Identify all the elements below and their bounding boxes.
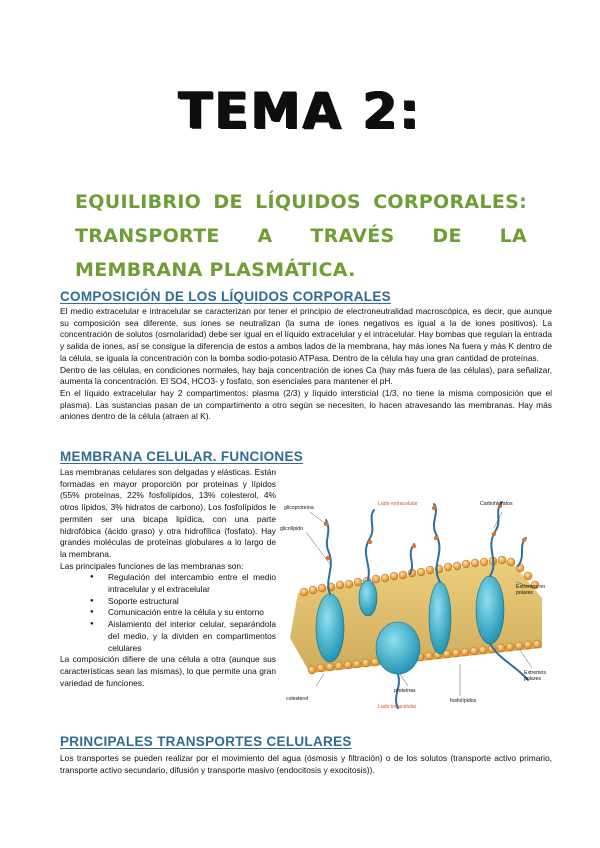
label-cholesterol: colesterol	[286, 696, 309, 702]
label-proteins: proteínas	[394, 688, 416, 694]
list-item: ● Soporte estructural	[90, 596, 276, 608]
label-extracellular-side: Lado extracelular	[378, 501, 418, 507]
paragraph: El medio extracelular e intracelular se caracterizan por tener el principio de electroneutralidad macroscópica, es decir, que aunque su composición sea diferente, sus iones se neutralizan (la suma de iones negativos es igual a la de iones positivos). La concentración de solutos (osmolaridad) debe ser igual en el líquido extracelular y el intracelular. Hay bombas que regulan la entrada y salida de iones, así se consigue la diferencia de estos a ambos lados de la membrana, hay más iones Na fuera y más K dentro de la célula, se iguala la concentración con la bomba sodio-potasio ATPasa. Dentro de la célula hay una gran cantidad de proteínas.	[60, 306, 552, 363]
paragraph: La composición difiere de una célula a otra (aunque sus características sean las mismas), lo que permite una gran variedad de funciones.	[60, 654, 276, 688]
paragraph: Las membranas celulares son delgadas y elásticas. Están formadas en mayor proporción por proteínas y lípidos (55% proteínas, 22% fosfolípidos, 13% colesterol, 4% otros lípidos, 3% hidratos de carbono). Los fosfolípidos le permiten ser una bicapa lipídica, con una parte hidrofóbica (ácido graso) y otra hidrofílica (fosfato). Hay grandes moléculas de proteínas globulares a lo largo de la membrana.	[60, 467, 276, 559]
label-carbohydrates: Carbohidratos	[480, 501, 513, 507]
label-glycoprotein: glicoproteína	[284, 505, 314, 511]
membrane-body	[60, 467, 276, 689]
section-heading-composition: COMPOSICIÓN DE LOS LÍQUIDOS CORPORALES	[60, 289, 391, 304]
label-nonpolar-ends: Extremos no polares	[516, 584, 546, 596]
label-intracellular-side: Lado intracelular	[378, 704, 417, 710]
section-heading-transport: PRINCIPALES TRANSPORTES CELULARES	[60, 734, 352, 749]
transport-body: Los transportes se pueden realizar por el movimiento del agua (ósmosis y filtración) o de los solutos (transporte activo primario, transporte activo secundario, difusión y transporte masivo (endocitosis y exocitosis)).	[60, 753, 552, 775]
functions-list	[60, 572, 276, 654]
label-phospholipids: fosfolípidos	[450, 698, 477, 704]
page-subtitle: EQUILIBRIO DE LÍQUIDOS CORPORALES: TRANSPORTE A TRAVÉS DE LA MEMBRANA PLASMÁTICA.	[75, 191, 527, 281]
label-polar-ends: Extremos polares	[524, 670, 546, 682]
paragraph: Dentro de las células, en condiciones normales, hay baja concentración de iones Ca (hay más fuera de las células), para señalizar, aumenta la concentración. El SO4, HCO3- y fosfato, son esenciales para mantener el pH.	[60, 364, 552, 387]
membrane-illustration	[280, 498, 556, 710]
composition-body	[60, 306, 552, 423]
list-item: ● Aislamiento del interior celular, separándola del medio, y la dividen en compartimentos celulares	[90, 619, 276, 654]
list-item: ● Regulación del intercambio entre el medio intracelular y el extracelular	[90, 572, 276, 595]
section-heading-membrane: MEMBRANA CELULAR. FUNCIONES	[60, 449, 304, 464]
label-glycolipid: glicolípido	[280, 526, 304, 532]
page-title: TEMA 2:	[178, 82, 422, 140]
list-intro: Las principales funciones de las membranas son:	[60, 560, 244, 571]
list-item: ● Comunicación entre la célula y su entorno	[90, 607, 276, 619]
membrane-diagram	[280, 498, 556, 710]
paragraph: En el líquido extracelular hay 2 compartimentos: plasma (2/3) y líquido intersticial (1/3, no tiene la misma composición que el plasma). Las sustancias pasan de un compartimento a otro según se necesiten, lo hacen atravesando las membranas. Hay más aniones dentro de la célula (atraen al K).	[60, 387, 552, 422]
